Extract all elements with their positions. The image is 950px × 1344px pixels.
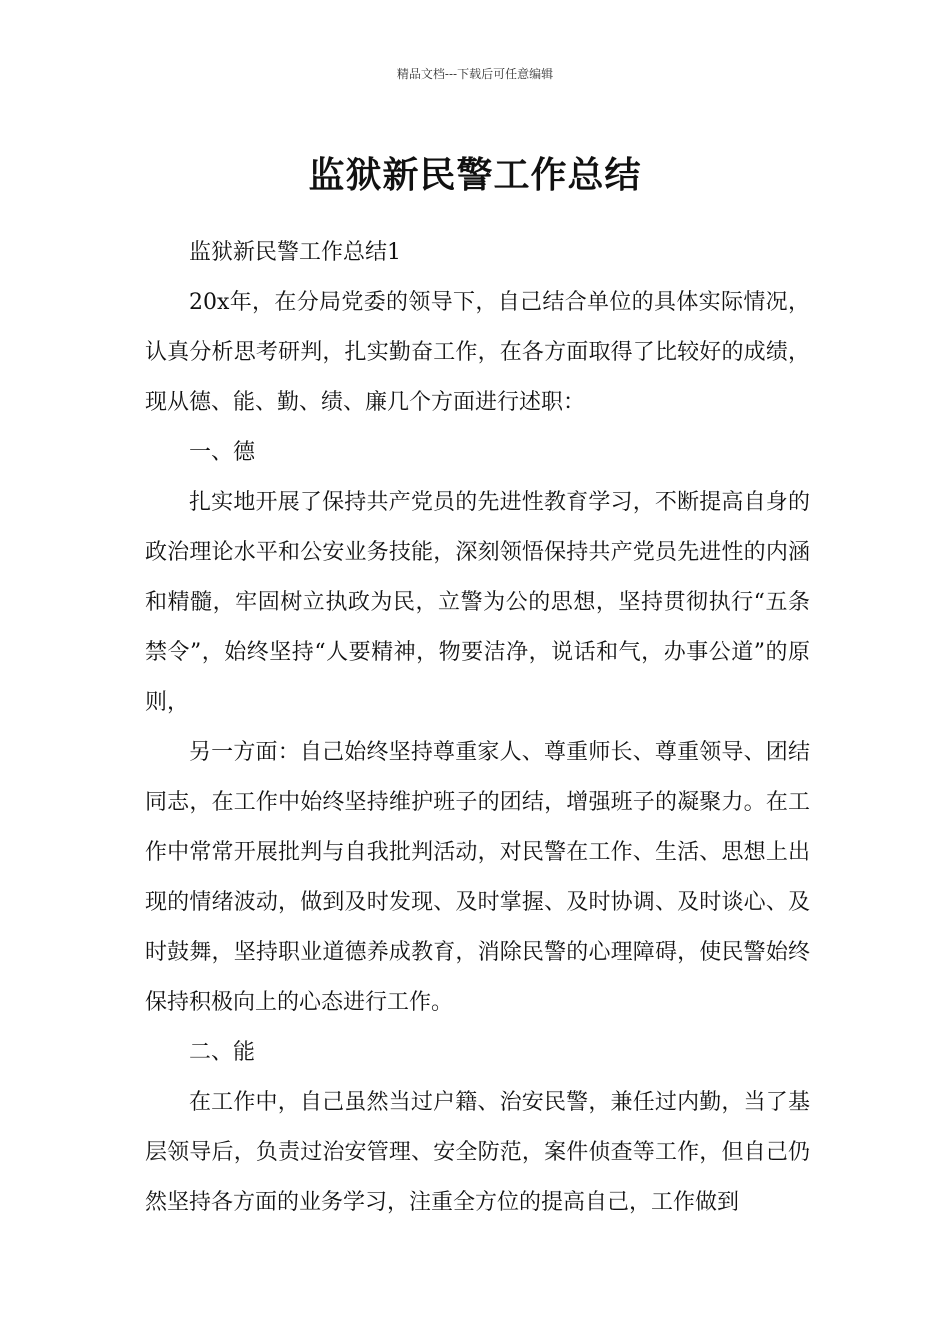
subtitle-paragraph: 监狱新民警工作总结1 (189, 240, 401, 265)
section-heading-de: 一、德 (189, 440, 256, 465)
body-paragraph: 扎实地开展了保持共产党员的先进性教育学习，不断提高自身的政治理论水平和公安业务技能，深刻领悟保持共产党员先进性的内涵和精髓，牢固树立执政为民，立警为公的思想，坚持贯彻执行“五条禁令”，始终坚持“人要精神，物要洁净，说话和气，办事公道”的原则， (145, 490, 810, 715)
document-title: 监狱新民警工作总结 (308, 155, 642, 197)
body-paragraph: 另一方面：自己始终坚持尊重家人、尊重师长、尊重领导、团结同志，在工作中始终坚持维护班子的团结，增强班子的凝聚力。在工作中常常开展批判与自我批判活动，对民警在工作、生活、思想上出现的情绪波动，做到及时发现、及时掌握、及时协调、及时谈心、及时鼓舞，坚持职业道德养成教育，消除民警的心理障碍，使民警始终保持积极向上的心态进行工作。 (145, 740, 810, 1015)
body-paragraph: 在工作中，自己虽然当过户籍、治安民警，兼任过内勤，当了基层领导后，负责过治安管理、安全防范，案件侦查等工作，但自己仍然坚持各方面的业务学习，注重全方位的提高自己，工作做到 (145, 1090, 810, 1215)
header-note: 精品文档---下载后可任意编辑 (396, 67, 554, 81)
intro-paragraph: 20x年，在分局党委的领导下，自己结合单位的具体实际情况，认真分析思考研判，扎实勤奋工作，在各方面取得了比较好的成绩，现从德、能、勤、绩、廉几个方面进行述职： (145, 290, 810, 415)
section-heading-neng: 二、能 (189, 1040, 256, 1065)
document-body (145, 228, 810, 1228)
